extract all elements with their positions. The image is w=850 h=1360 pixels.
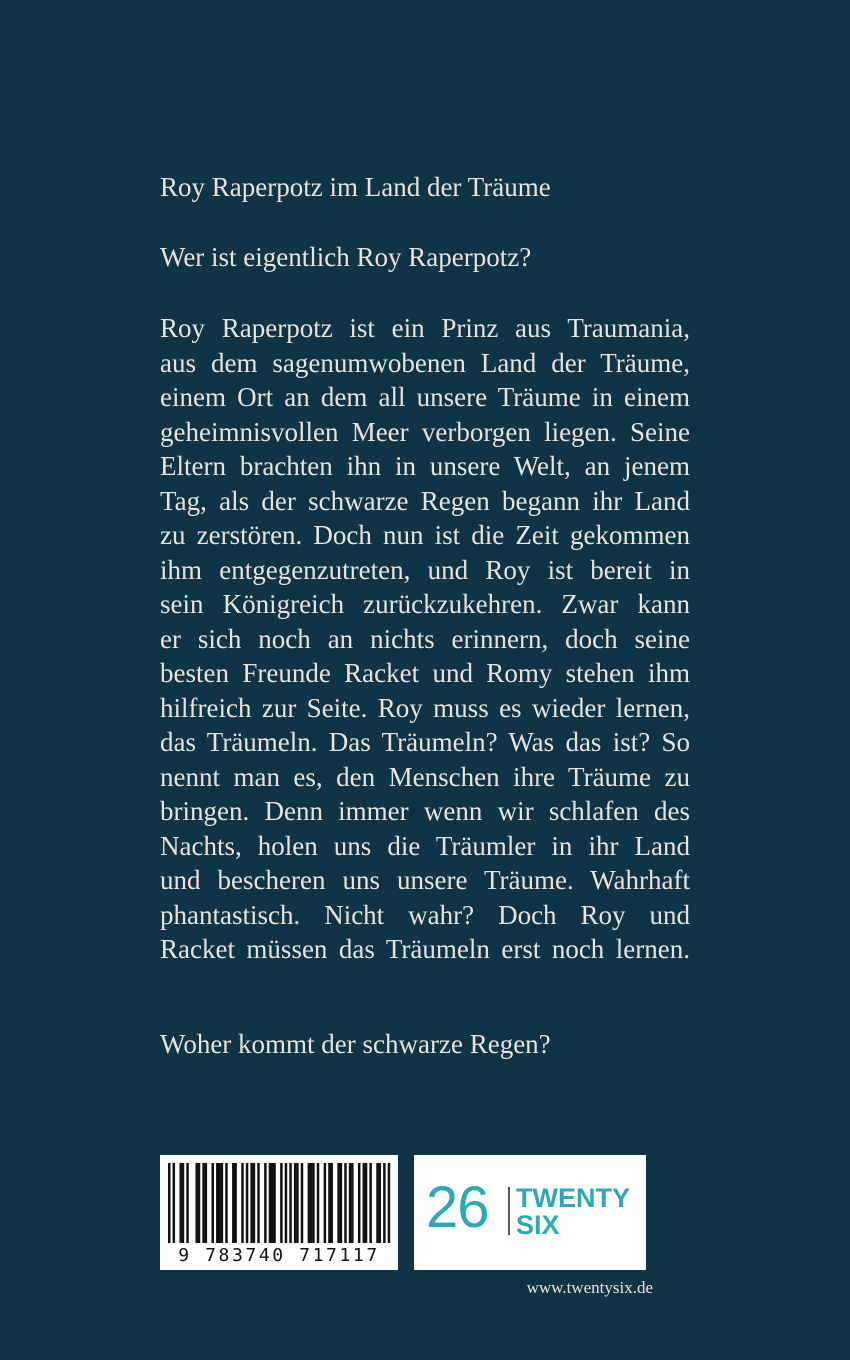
barcode-bar xyxy=(253,1163,255,1243)
book-title: Roy Raperpotz im Land der Träume xyxy=(160,172,551,202)
barcode-bar xyxy=(257,1163,259,1243)
barcode-bar xyxy=(363,1163,365,1243)
question-heading-1: Wer ist eigentlich Roy Raperpotz? xyxy=(160,242,532,272)
barcode-bar xyxy=(369,1163,371,1243)
barcode-bar xyxy=(337,1163,339,1243)
blurb-line: das Träumeln. Das Träumeln? Was das ist? So xyxy=(160,727,690,757)
barcode-bar xyxy=(285,1163,287,1243)
barcode-bars-icon xyxy=(160,1155,398,1247)
barcode-bar xyxy=(289,1163,291,1243)
barcode-bar xyxy=(351,1163,353,1243)
barcode-bar xyxy=(358,1163,360,1243)
barcode-bar xyxy=(344,1163,346,1243)
barcode-bar xyxy=(271,1163,273,1243)
blurb-line: zu zerstören. Doch nun ist die Zeit gekommen xyxy=(160,520,690,550)
barcode-bar xyxy=(173,1163,175,1243)
barcode-bar xyxy=(388,1163,390,1243)
barcode-bar xyxy=(328,1163,330,1243)
blurb-line: geheimnisvollen Meer verborgen liegen. Seine xyxy=(160,416,690,447)
barcode-bar xyxy=(211,1163,213,1243)
barcode-bar xyxy=(317,1163,319,1243)
logo-word-six: SIX xyxy=(516,1210,560,1240)
publisher-logo xyxy=(414,1155,646,1270)
barcode-bar xyxy=(225,1163,227,1243)
barcode-bar xyxy=(186,1163,188,1243)
barcode-bar xyxy=(216,1163,218,1243)
barcode-bar xyxy=(340,1163,342,1243)
barcode-bar xyxy=(301,1163,303,1243)
blurb-line: ihm entgegenzutreten, und Roy ist bereit in xyxy=(160,554,690,585)
logo-divider xyxy=(508,1187,510,1235)
blurb-line: er sich noch an nichts erinnern, doch seine xyxy=(160,623,690,654)
isbn-digits: 9 783740 717117 xyxy=(178,1245,380,1266)
blurb-line: bringen. Denn immer wenn wir schlafen des xyxy=(160,796,690,826)
isbn-barcode xyxy=(160,1155,398,1270)
barcode-bar xyxy=(232,1163,234,1243)
blurb-line: nennt man es, den Menschen ihre Träume zu xyxy=(160,761,690,792)
question-heading-2: Woher kommt der schwarze Regen? xyxy=(160,1029,551,1059)
barcode-bar xyxy=(324,1163,326,1243)
barcode-bar xyxy=(179,1163,181,1243)
blurb-line: Roy Raperpotz ist ein Prinz aus Traumania, xyxy=(160,313,690,343)
barcode-bar xyxy=(310,1163,312,1243)
barcode-bar xyxy=(264,1163,266,1243)
barcode-bar xyxy=(195,1163,197,1243)
barcode-bar xyxy=(379,1163,381,1243)
blurb-line: aus dem sagenumwobenen Land der Träume, xyxy=(160,347,690,378)
blurb-line: Nachts, holen uns die Träumler in ihr Land xyxy=(160,830,690,861)
barcode-bar xyxy=(349,1163,351,1243)
blurb-paragraph xyxy=(160,311,690,967)
barcode-bar xyxy=(383,1163,385,1243)
blurb-line: phantastisch. Nicht wahr? Doch Roy und xyxy=(160,899,690,930)
barcode-bar xyxy=(376,1163,378,1243)
barcode-bar xyxy=(365,1163,367,1243)
barcode-bar xyxy=(296,1163,298,1243)
logo-number: 26 xyxy=(426,1175,489,1240)
barcode-bar xyxy=(312,1163,314,1243)
blurb-line: besten Freunde Racket und Romy stehen ihm xyxy=(160,658,690,688)
barcode-bar xyxy=(330,1163,332,1243)
barcode-bar xyxy=(182,1163,184,1243)
blurb-line: sein Königreich zurückzukehren. Zwar kann xyxy=(160,589,690,619)
logo-word-twenty: TWENTY xyxy=(516,1183,630,1213)
barcode-bar xyxy=(294,1163,296,1243)
barcode-bar xyxy=(269,1163,271,1243)
blurb-line: Tag, als der schwarze Regen begann ihr Land xyxy=(160,485,690,516)
barcode-bar xyxy=(168,1163,170,1243)
barcode-bar xyxy=(280,1163,282,1243)
barcode-bar xyxy=(221,1163,223,1243)
barcode-bar xyxy=(218,1163,220,1243)
blurb-line: und bescheren uns unsere Träume. Wahrhaft xyxy=(160,865,690,895)
barcode-bar xyxy=(205,1163,207,1243)
blurb-line: Racket müssen das Träumeln erst noch lernen. xyxy=(160,934,690,964)
barcode-bar xyxy=(308,1163,310,1243)
barcode-bar xyxy=(273,1163,275,1243)
blurb-line: einem Ort an dem all unsere Träume in einem xyxy=(160,382,690,412)
barcode-bar xyxy=(234,1163,236,1243)
barcode-bar xyxy=(202,1163,204,1243)
barcode-bar xyxy=(250,1163,252,1243)
barcode-bar xyxy=(241,1163,243,1243)
blurb-line: Eltern brachten ihn in unsere Welt, an jenem xyxy=(160,451,690,481)
blurb-line: hilfreich zur Seite. Roy muss es wieder lernen, xyxy=(160,692,690,723)
publisher-website: www.twentysix.de xyxy=(526,1278,653,1297)
barcode-bar xyxy=(198,1163,200,1243)
barcode-bar xyxy=(246,1163,248,1243)
